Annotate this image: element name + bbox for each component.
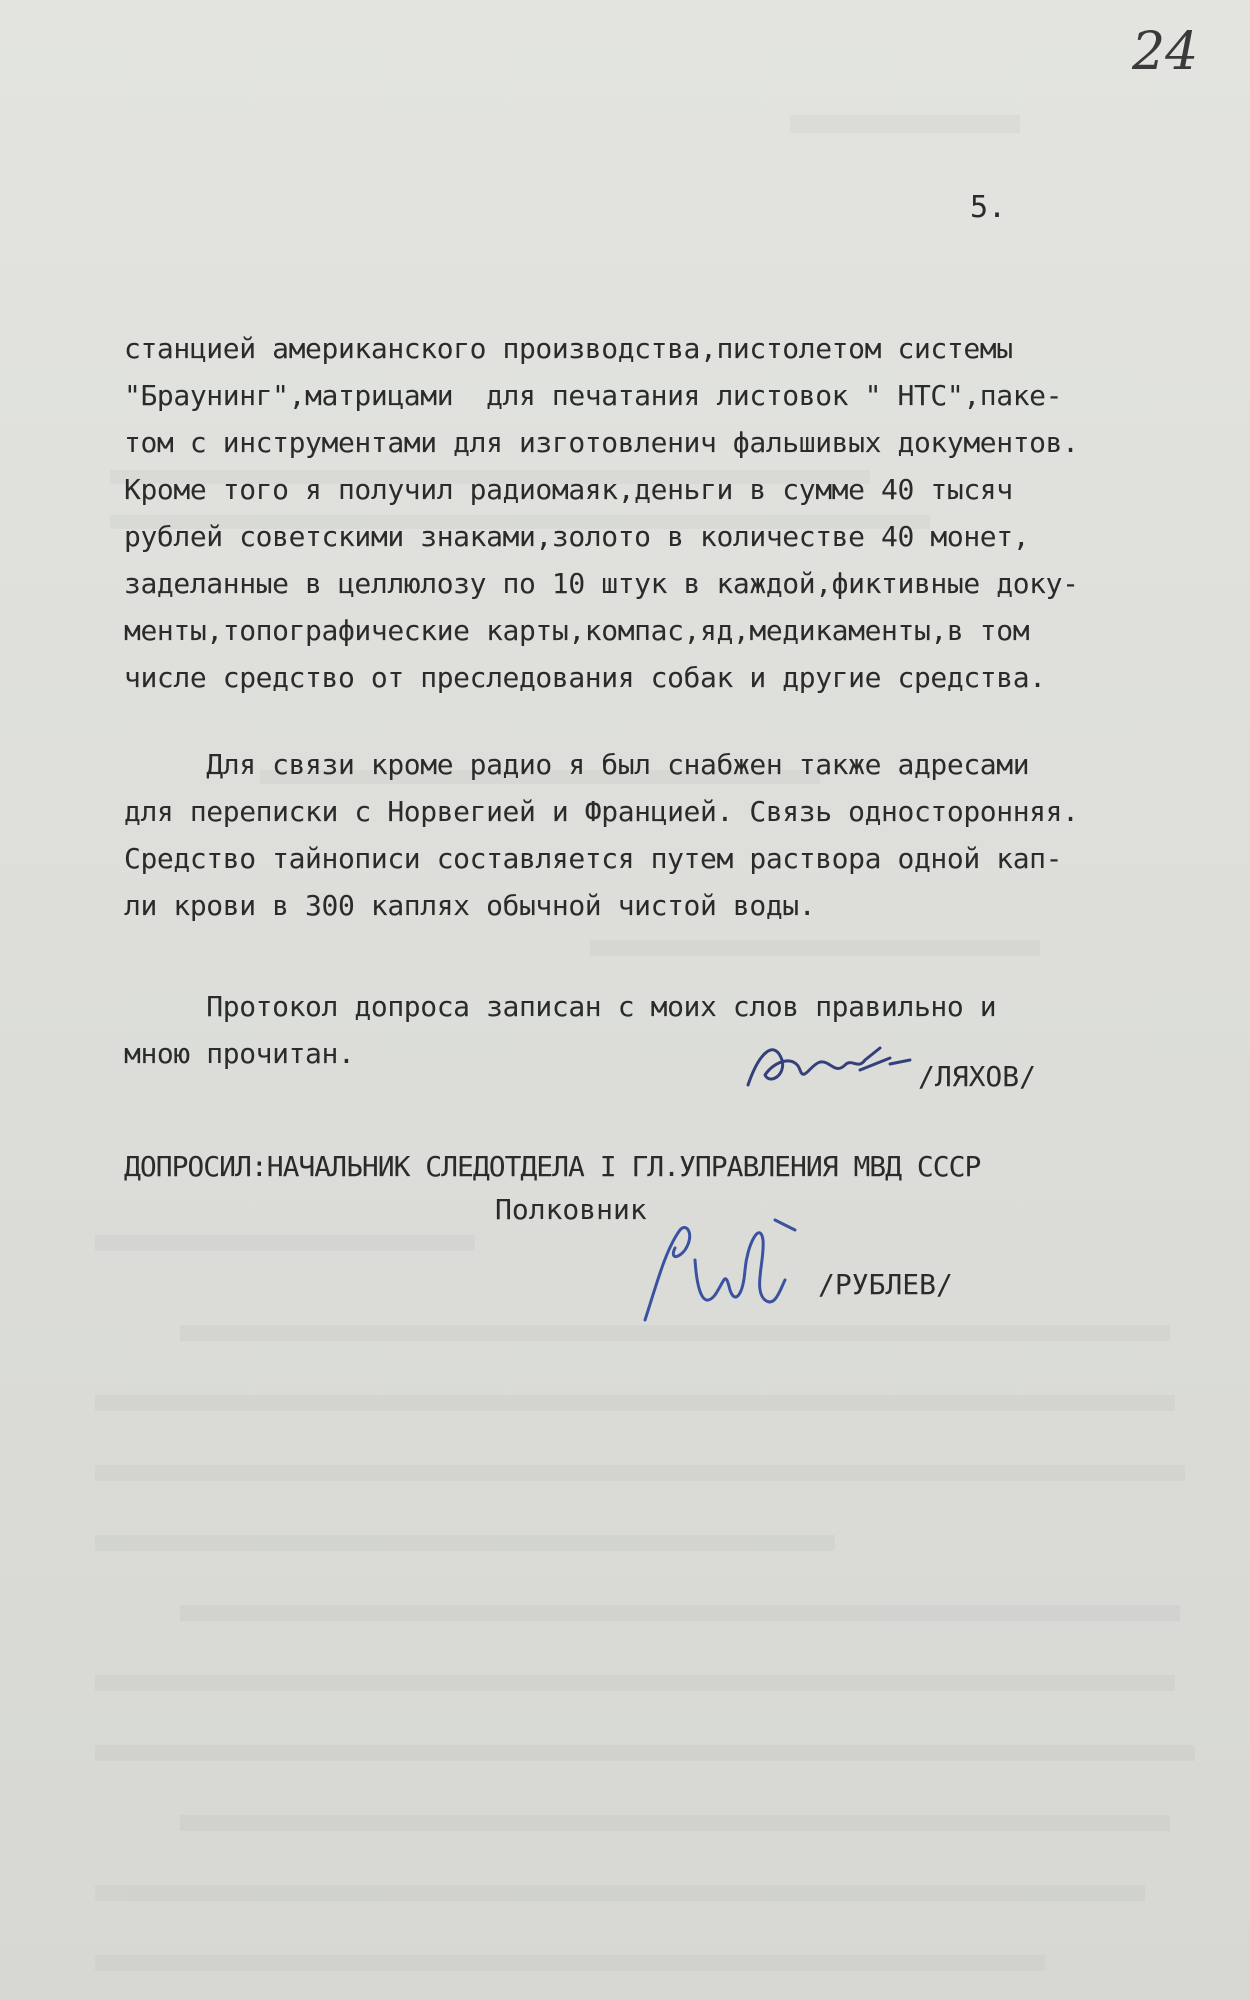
signature-lyakhov bbox=[740, 1030, 920, 1100]
text-line: для переписки с Норвегией и Францией. Связь односторонняя. bbox=[124, 795, 1079, 828]
text-line: ли крови в 300 каплях обычной чистой воды. bbox=[124, 889, 816, 922]
text-line: станцией американского производства,пистолетом системы bbox=[124, 332, 1013, 365]
text-line: "Браунинг",матрицами для печатания листовок " НТС",паке- bbox=[124, 379, 1063, 412]
text-line: Средство тайнописи составляется путем раствора одной кап- bbox=[124, 842, 1063, 875]
signature-name-lyakhov: /ЛЯХОВ/ bbox=[918, 1060, 1037, 1093]
text-line: Кроме того я получил радиомаяк,деньги в сумме 40 тысяч bbox=[124, 473, 1013, 506]
archive-page-number: 24 bbox=[1132, 22, 1199, 82]
text-line: Протокол допроса записан с моих слов правильно и bbox=[124, 990, 997, 1023]
text-line: мною прочитан. bbox=[124, 1037, 355, 1070]
text-line: том с инструментами для изготовленич фальшивых документов. bbox=[124, 426, 1079, 459]
interrogator-title: ДОПРОСИЛ:НАЧАЛЬНИК СЛЕДОТДЕЛА I ГЛ.УПРАВЛЕНИЯ МВД СССР bbox=[124, 1150, 981, 1183]
paragraph-communication bbox=[124, 741, 1234, 929]
text-line: менты,топографические карты,компас,яд,медикаменты,в том bbox=[124, 614, 1030, 647]
signature-name-rublev: /РУБЛЕВ/ bbox=[818, 1268, 953, 1301]
page-number: 5. bbox=[970, 190, 1007, 225]
body-text bbox=[124, 325, 1234, 1077]
text-line: рублей советскими знаками,золото в количестве 40 монет, bbox=[124, 520, 1030, 553]
text-line: числе средство от преследования собак и другие средства. bbox=[124, 661, 1046, 694]
text-line: Для связи кроме радио я был снабжен также адресами bbox=[124, 748, 1030, 781]
text-line: заделанные в целлюлозу по 10 штук в каждой,фиктивные доку- bbox=[124, 567, 1079, 600]
paragraph-protocol bbox=[124, 983, 1234, 1077]
paragraph-equipment bbox=[124, 325, 1234, 701]
interrogator-rank: Полковник bbox=[495, 1193, 647, 1226]
signature-rublev bbox=[625, 1200, 825, 1340]
